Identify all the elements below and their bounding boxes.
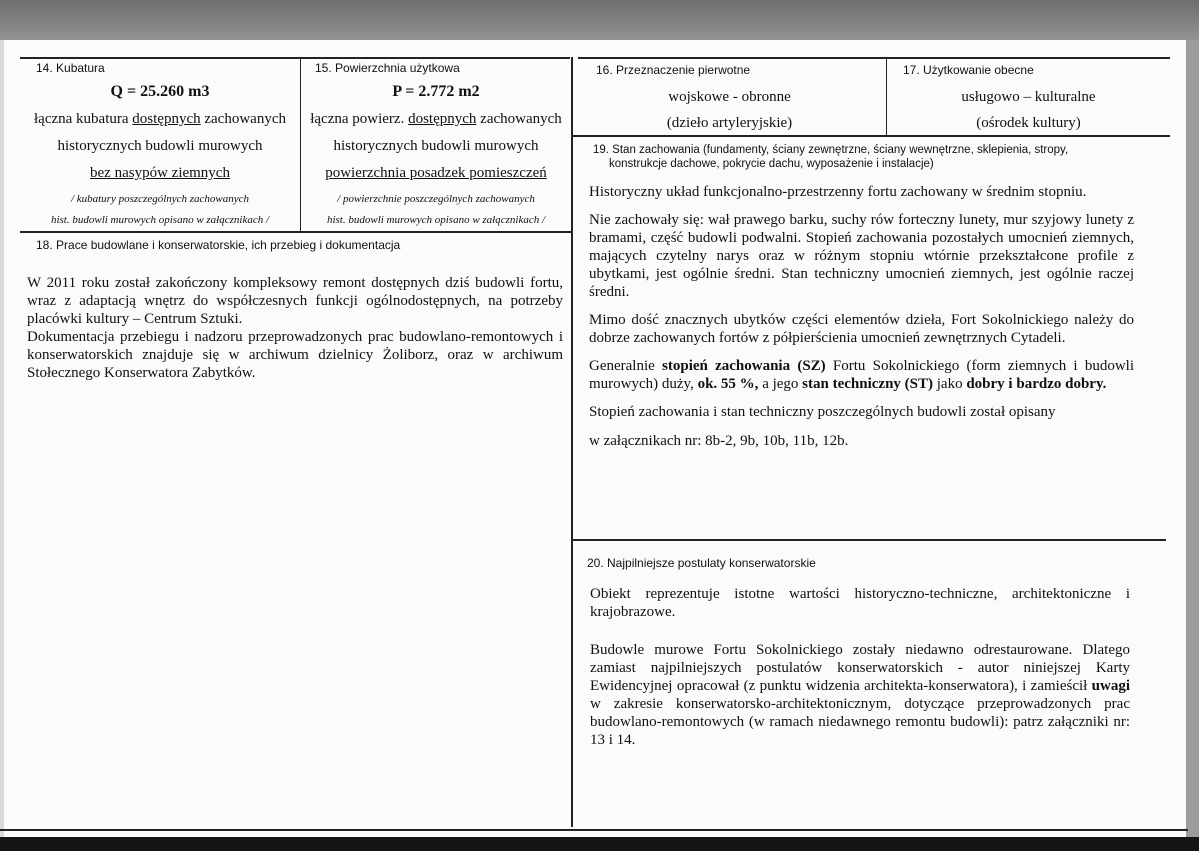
rule-above-20 bbox=[573, 539, 1166, 541]
kubatura-line-1: łączna kubatura dostępnych zachowanych bbox=[34, 111, 286, 127]
stan-paragraph-3: Mimo dość znacznych ubytków części elementów dzieła, Fort Sokolnickiego należy do dobrze zachowanych fortów z półpierścienia umocnień zewnętrznych Cytadeli. bbox=[589, 312, 1134, 346]
uzytkowanie-line-1: usługowo – kulturalne bbox=[961, 89, 1096, 105]
stan-paragraph-5: Stopień zachowania i stan techniczny poszczególnych budowli został opisany bbox=[589, 404, 1056, 420]
postulaty-paragraph-2: Budowle murowe Fortu Sokolnickiego zostały niedawno odrestaurowane. Dlatego zamiast najpilniejszych postulatów konserwatorskich - autor niniejszej Karty Ewidencyjnej opracował (z punktu widzenia architekta-konserwatora), i zamieścił uwagi w zakresie konserwatorsko-architektonicznym, dotyczące przeprowadzonych prac budowlano-remontowych (w ramach niedawnego remontu budowli): patrz załączniki nr: 13 i 14. bbox=[590, 642, 1130, 748]
prace-paragraph-2: Dokumentacja przebiegu i nadzoru przeprowadzonych prac budowlano-remontowych i konserwatorskich znajduje się w archiwum dzielnicy Żoliborz, oraz w archiwum Stołecznego Konserwatora Zabytków. bbox=[27, 329, 563, 381]
powierzchnia-line-2: historycznych budowli murowych bbox=[333, 138, 539, 154]
prace-paragraph-1: W 2011 roku został zakończony kompleksowy remont dostępnych dziś budowli fortu, wraz z adaptacją wnętrz do współczesnych funkcji ogólnodostępnych, na potrzeby placówki kultury – Centrum Sztuki. bbox=[27, 275, 563, 327]
section-15-header: 15. Powierzchnia użytkowa bbox=[315, 61, 460, 75]
section-19-header-line-2: konstrukcje dachowe, pokrycie dachu, wyposażenie i instalacje) bbox=[609, 158, 934, 170]
powierzchnia-note-1: / powierzchnie poszczególnych zachowanych bbox=[337, 193, 535, 205]
section-14-header: 14. Kubatura bbox=[36, 61, 105, 75]
scan-right-edge bbox=[1186, 40, 1199, 837]
postulaty-paragraph-1: Obiekt reprezentuje istotne wartości historyczno-techniczne, architektoniczne i krajobrazowe. bbox=[590, 586, 1130, 620]
rule-bottom bbox=[0, 829, 1188, 831]
przeznaczenie-line-1: wojskowe - obronne bbox=[668, 89, 791, 105]
stan-paragraph-2: Nie zachowały się: wał prawego barku, suchy rów forteczny lunety, mur szyjowy lunety z bramami, część budowli podwalni. Stopień zachowania pozostałych umocnień ziemnych, mających czytelny narys oraz w różnym stopniu wtórnie przekształcone profile z ubytkami, jest ogólnie średni. Stan techniczny umocnień ziemnych, jest ogólnie raczej średni. bbox=[589, 212, 1134, 300]
powierzchnia-line-3: powierzchnia posadzek pomieszczeń bbox=[325, 165, 547, 181]
section-20-header: 20. Najpilniejsze postulaty konserwatorskie bbox=[587, 556, 816, 570]
stan-paragraph-4: Generalnie stopień zachowania (SZ) Fortu Sokolnickiego (form ziemnych i budowli murowych) duży, ok. 55 %, a jego stan techniczny (ST) jako dobry i bardzo dobry. bbox=[589, 358, 1134, 392]
section-18-header: 18. Prace budowlane i konserwatorskie, ich przebieg i dokumentacja bbox=[36, 238, 401, 252]
powierzchnia-value: P = 2.772 m2 bbox=[392, 83, 480, 100]
scan-bottom-border bbox=[0, 837, 1199, 851]
rule-below-16-17 bbox=[573, 135, 1170, 137]
section-17-header: 17. Użytkowanie obecne bbox=[903, 63, 1034, 77]
kubatura-line-2: historycznych budowli murowych bbox=[57, 138, 263, 154]
stan-paragraph-1: Historyczny układ funkcjonalno-przestrzenny fortu zachowany w średnim stopniu. bbox=[589, 184, 1087, 200]
powierzchnia-line-1: łączna powierz. dostępnych zachowanych bbox=[310, 111, 562, 127]
stan-paragraph-6: w załącznikach nr: 8b-2, 9b, 10b, 11b, 12b. bbox=[589, 433, 849, 449]
kubatura-note-1: / kubatury poszczególnych zachowanych bbox=[70, 193, 250, 205]
przeznaczenie-line-2: (dzieło artyleryjskie) bbox=[666, 115, 793, 131]
section-16-header: 16. Przeznaczenie pierwotne bbox=[596, 63, 751, 77]
rule-above-18 bbox=[20, 231, 571, 233]
kubatura-value: Q = 25.260 m3 bbox=[110, 83, 210, 100]
kubatura-line-3: bez nasypów ziemnych bbox=[90, 165, 230, 181]
kubatura-note-2: hist. budowli murowych opisano w załącznikach / bbox=[50, 214, 270, 226]
uzytkowanie-line-2: (ośrodek kultury) bbox=[976, 115, 1081, 131]
rule-top-right bbox=[578, 57, 1170, 59]
powierzchnia-note-2: hist. budowli murowych opisano w załącznikach / bbox=[326, 214, 546, 226]
rule-top-left bbox=[20, 57, 570, 59]
rule-vertical-main bbox=[571, 57, 573, 827]
section-19-header-line-1: 19. Stan zachowania (fundamenty, ściany zewnętrzne, ściany wewnętrzne, sklepienia, stropy, bbox=[593, 144, 1069, 156]
